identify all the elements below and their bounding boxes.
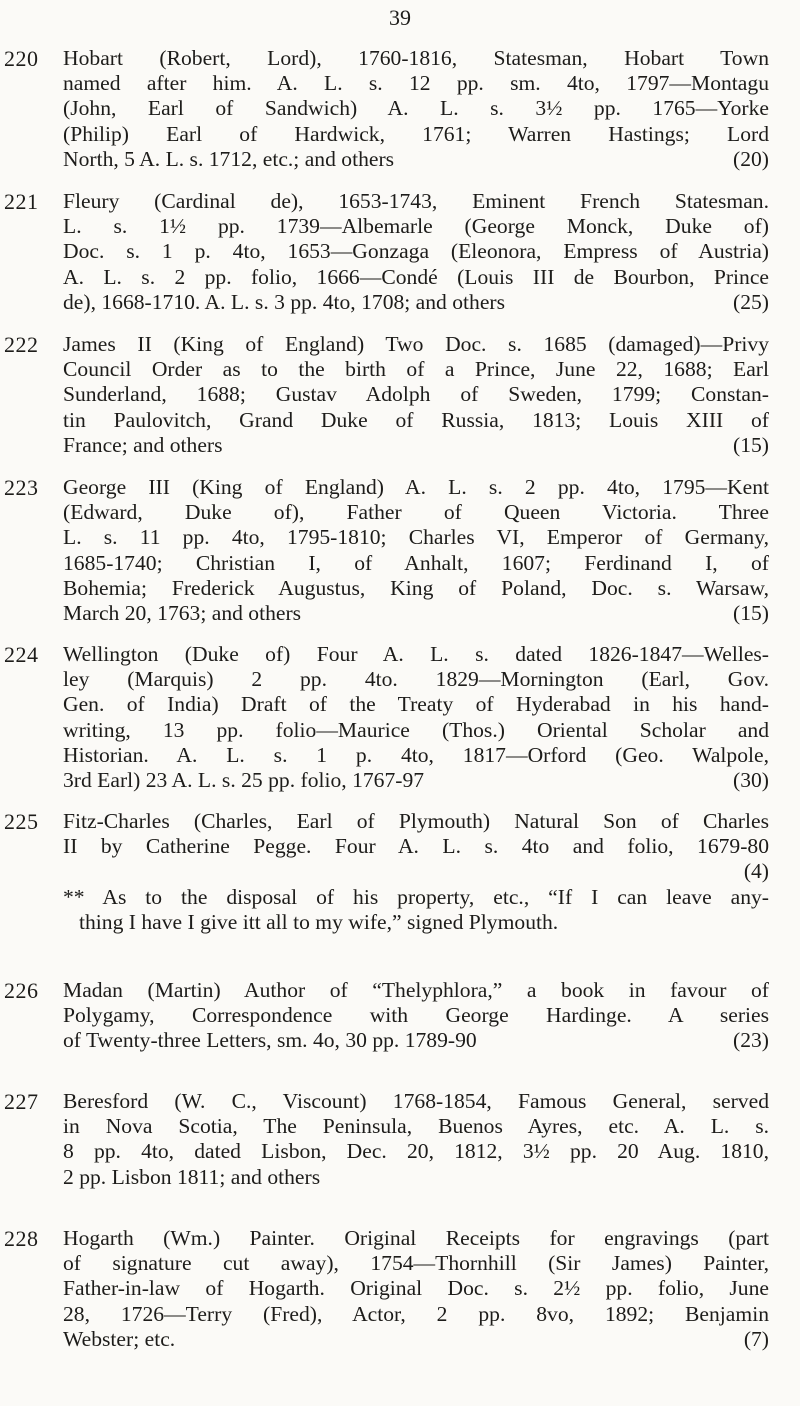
- entry-text: [63, 475, 769, 626]
- entry-line: named after him. A. L. s. 12 pp. sm. 4to, 1797—Montagu: [63, 71, 769, 96]
- entry-line: George III (King of England) A. L. s. 2 pp. 4to, 1795—Kent: [63, 475, 769, 499]
- entry-line: [63, 859, 769, 884]
- entry-line-text: France; and others: [63, 432, 223, 457]
- entry-line: II by Catherine Pegge. Four A. L. s. 4to and folio, 1679-80: [63, 834, 769, 859]
- entry-line: 2 pp. Lisbon 1811; and others: [63, 1164, 321, 1189]
- entry-line: in Nova Scotia, The Peninsula, Buenos Ayres, etc. A. L. s.: [63, 1114, 769, 1139]
- entry-note-line: ** As to the disposal of his property, etc., “If I can leave any-: [63, 884, 769, 909]
- item-count: (20): [733, 146, 769, 171]
- entry-line: writing, 13 pp. folio—Maurice (Thos.) Oriental Scholar and: [63, 717, 769, 742]
- entry-line: [63, 433, 769, 458]
- entry-text: [63, 189, 769, 315]
- entry-line: (John, Earl of Sandwich) A. L. s. 3½ pp. 1765—Yorke: [63, 96, 769, 121]
- lot-number: 224: [4, 642, 39, 667]
- entry-line: James II (King of England) Two Doc. s. 1685 (damaged)—Privy: [63, 332, 769, 356]
- entry-text: [63, 1089, 769, 1190]
- entry-line: Sunderland, 1688; Gustav Adolph of Sweden, 1799; Constan-: [63, 382, 769, 407]
- entry-line: L. s. 1½ pp. 1739—Albemarle (George Monck, Duke of): [63, 214, 769, 239]
- entry-line: Council Order as to the birth of a Prince, June 22, 1688; Earl: [63, 357, 769, 382]
- entry-line: [63, 147, 769, 172]
- entry-line: Bohemia; Frederick Augustus, King of Poland, Doc. s. Warsaw,: [63, 575, 769, 600]
- entry-line: Historian. A. L. s. 1 p. 4to, 1817—Orford (Geo. Walpole,: [63, 742, 769, 767]
- lot-number: 228: [4, 1226, 39, 1251]
- item-count: (15): [733, 601, 769, 626]
- item-count: (25): [733, 289, 769, 314]
- entry-line-text: de), 1668-1710. A. L. s. 3 pp. 4to, 1708; and others: [63, 289, 506, 314]
- entry-line: [63, 601, 769, 626]
- entry-text: [63, 642, 769, 793]
- entry-line: of signature cut away), 1754—Thornhill (Sir James) Painter,: [63, 1251, 769, 1276]
- lot-number: 220: [4, 46, 39, 71]
- item-count: (4): [743, 859, 769, 884]
- lot-number: 221: [4, 189, 39, 214]
- entry-line: A. L. s. 2 pp. folio, 1666—Condé (Louis III de Bourbon, Prince: [63, 264, 769, 289]
- entry-text: [63, 809, 769, 935]
- entry-line: 8 pp. 4to, dated Lisbon, Dec. 20, 1812, 3½ pp. 20 Aug. 1810,: [63, 1139, 769, 1164]
- lot-number: 223: [4, 475, 39, 500]
- entry-line-text: March 20, 1763; and others: [63, 601, 302, 626]
- entry-line: Gen. of India) Draft of the Treaty of Hyderabad in his hand-: [63, 692, 769, 717]
- entry-line: Beresford (W. C., Viscount) 1768-1854, Famous General, served: [63, 1089, 769, 1113]
- entry-line: ley (Marquis) 2 pp. 4to. 1829—Mornington (Earl, Gov.: [63, 667, 769, 692]
- lot-number: 226: [4, 978, 39, 1003]
- item-count: (30): [733, 768, 769, 793]
- entry-line: tin Paulovitch, Grand Duke of Russia, 1813; Louis XIII of: [63, 407, 769, 432]
- entry-line-text: of Twenty-three Letters, sm. 4o, 30 pp. 1789-90: [63, 1028, 477, 1053]
- item-count: (7): [743, 1326, 769, 1351]
- entry-line-text: North, 5 A. L. s. 1712, etc.; and others: [63, 146, 395, 171]
- lot-number: 225: [4, 809, 39, 834]
- lot-number: 222: [4, 332, 39, 357]
- entry-line: Doc. s. 1 p. 4to, 1653—Gonzaga (Eleonora, Empress of Austria): [63, 239, 769, 264]
- entry-line: (Philip) Earl of Hardwick, 1761; Warren Hastings; Lord: [63, 121, 769, 146]
- entry-line: 28, 1726—Terry (Fred), Actor, 2 pp. 8vo, 1892; Benjamin: [63, 1301, 769, 1326]
- entry-line-text: Webster; etc.: [63, 1326, 176, 1351]
- entry-line: Fitz-Charles (Charles, Earl of Plymouth) Natural Son of Charles: [63, 809, 769, 833]
- item-count: (23): [733, 1028, 769, 1053]
- page-number: 39: [389, 5, 411, 30]
- entry-line: L. s. 11 pp. 4to, 1795-1810; Charles VI, Emperor of Germany,: [63, 525, 769, 550]
- entry-line-text: 3rd Earl) 23 A. L. s. 25 pp. folio, 1767-97: [63, 768, 425, 793]
- entry-line: [63, 768, 769, 793]
- entry-line: Hogarth (Wm.) Painter. Original Receipts for engravings (part: [63, 1226, 769, 1250]
- entry-line: (Edward, Duke of), Father of Queen Victoria. Three: [63, 500, 769, 525]
- lot-number: 227: [4, 1089, 39, 1114]
- entry-line: [63, 1028, 769, 1053]
- entry-line: Wellington (Duke of) Four A. L. s. dated 1826-1847—Welles-: [63, 642, 769, 666]
- item-count: (15): [733, 432, 769, 457]
- entry-line: Fleury (Cardinal de), 1653-1743, Eminent French Statesman.: [63, 189, 769, 213]
- entry-text: [63, 332, 769, 458]
- entry-line: [63, 1327, 769, 1352]
- entry-line: Madan (Martin) Author of “Thelyphlora,” a book in favour of: [63, 978, 769, 1002]
- entry-text: [63, 1226, 769, 1352]
- entry-line: [63, 290, 769, 315]
- entry-line: Father-in-law of Hogarth. Original Doc. s. 2½ pp. folio, June: [63, 1276, 769, 1301]
- entry-text: [63, 978, 769, 1054]
- entry-note-line: thing I have I give itt all to my wife,” signed Plymouth.: [79, 909, 559, 934]
- entry-line: 1685-1740; Christian I, of Anhalt, 1607; Ferdinand I, of: [63, 550, 769, 575]
- entry-line: Polygamy, Correspondence with George Hardinge. A series: [63, 1003, 769, 1028]
- entry-line: Hobart (Robert, Lord), 1760-1816, Statesman, Hobart Town: [63, 46, 769, 70]
- entry-text: [63, 46, 769, 172]
